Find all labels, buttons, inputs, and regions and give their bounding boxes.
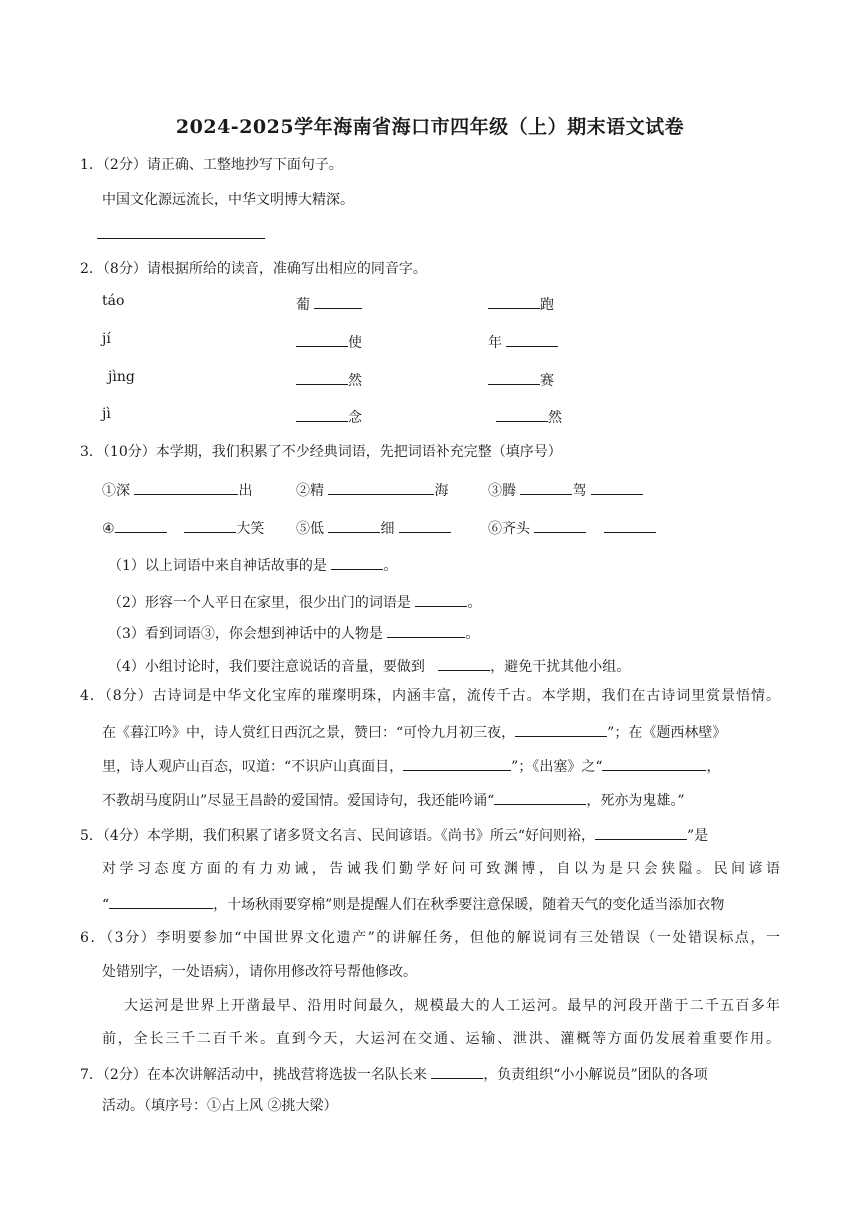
tao-item-a-char: 葡	[296, 297, 315, 313]
idiom-5-mid: 细	[380, 521, 395, 537]
idiom-3-blank-a[interactable]	[520, 479, 572, 495]
question-4-line-4	[102, 789, 685, 810]
ji4-blank-b[interactable]	[496, 406, 548, 422]
question-4-line-2	[102, 721, 726, 742]
q7-l1-text-b: ，负责组织“小小解说员”团队的各项	[483, 1067, 708, 1083]
q3-sub-3-dot: 。	[465, 626, 480, 642]
ji2-item-b-char: 年	[488, 335, 507, 351]
idiom-5-char: ⑤低	[296, 521, 324, 537]
q3-sub-2-dot: 。	[467, 595, 482, 611]
q3-subquestion-3	[108, 622, 479, 643]
tao-item-b-char: 跑	[540, 297, 554, 313]
idiom-5-blank-a[interactable]	[328, 517, 380, 533]
tao-blank-a[interactable]	[314, 293, 362, 309]
q4-l2-text-b: ”；在《题西林壁》	[607, 725, 727, 741]
idiom-1	[102, 479, 252, 500]
question-5-line-3	[102, 893, 724, 914]
question-1-sentence: 中国文化源远流长，中华文明博大精深。	[102, 192, 354, 208]
page-title: 2024-2025学年海南省海口市四年级（上）期末语文试卷	[175, 116, 685, 138]
ji4-blank-a[interactable]	[296, 406, 348, 422]
ji2-item-a	[296, 331, 362, 352]
jing-blank-a[interactable]	[296, 369, 348, 385]
jing-item-a	[296, 369, 362, 390]
q4-blank-1[interactable]	[515, 721, 607, 737]
q4-l3-text-c: ，	[706, 759, 721, 775]
idiom-1-blank[interactable]	[134, 479, 238, 495]
idiom-6-blank-a[interactable]	[534, 517, 586, 533]
question-1-stem: 1．（2分）请正确、工整地抄写下面句子。	[80, 157, 343, 173]
question-7-line-2: 活动。（填序号：①占上风 ②挑大梁）	[102, 1098, 338, 1114]
ji4-item-b	[496, 406, 562, 427]
q4-l4-text-a: 不教胡马度阴山”尽显王昌龄的爱国情。爱国诗句，我还能吟诵“	[102, 793, 495, 809]
pinyin-tao: táo	[102, 293, 125, 309]
idiom-3-char: ③腾	[488, 483, 516, 499]
idiom-4	[102, 517, 264, 538]
tao-blank-b[interactable]	[488, 293, 540, 309]
question-6-line-2: 处错别字，一处语病），请你用修改符号帮他修改。	[102, 964, 417, 980]
q4-l4-text-b: ，死亦为鬼雄。”	[586, 793, 685, 809]
ji2-blank-a[interactable]	[296, 331, 348, 347]
question-5-line-2: 对学习态度方面的有力劝诫，告诫我们勤学好问可致渊博，自以为是只会狭隘。民间谚语	[102, 861, 780, 877]
q3-sub-4-text: （4）小组讨论时，我们要注意说话的音量，要做到	[108, 659, 425, 675]
idiom-2-char: ②精	[296, 483, 324, 499]
idiom-1-end: 出	[238, 483, 253, 499]
q3-subquestion-1	[108, 554, 397, 575]
ji2-item-b	[488, 331, 558, 352]
question-4-line-3	[102, 755, 720, 776]
idiom-4-end: 大笑	[236, 521, 265, 537]
jing-item-b-char: 赛	[540, 373, 554, 389]
copy-answer-line[interactable]	[97, 238, 265, 239]
q4-blank-3[interactable]	[602, 755, 706, 771]
q3-sub-1-dot: 。	[383, 558, 398, 574]
q3-sub-2-blank[interactable]	[415, 591, 467, 607]
q3-sub-2-text: （2）形容一个人平日在家里，很少出门的词语是	[108, 595, 411, 611]
q4-blank-2[interactable]	[403, 755, 511, 771]
q3-sub-4-end: ，避免干扰其他小组。	[490, 659, 631, 675]
ji2-blank-b[interactable]	[506, 331, 558, 347]
q3-sub-3-text: （3）看到词语③，你会想到神话中的人物是	[108, 626, 383, 642]
pinyin-ji4: jì	[102, 406, 111, 422]
idiom-5-blank-b[interactable]	[399, 517, 451, 533]
q5-blank-1[interactable]	[595, 824, 687, 840]
pinyin-jing: jìng	[108, 369, 135, 385]
jing-item-a-char: 然	[348, 373, 362, 389]
q4-blank-4[interactable]	[494, 789, 586, 805]
q3-sub-1-text: （1）以上词语中来自神话故事的是	[108, 558, 327, 574]
question-2-stem: 2．（8分）请根据所给的读音，准确写出相应的同音字。	[80, 261, 427, 277]
question-3-stem: 3．（10分）本学期，我们积累了不少经典词语，先把词语补充完整（填序号）	[80, 444, 562, 460]
idiom-1-char: ①深	[102, 483, 130, 499]
q7-blank[interactable]	[431, 1063, 483, 1079]
ji4-item-b-char: 然	[548, 410, 562, 426]
ji2-item-a-char: 使	[348, 335, 362, 351]
q7-l1-text-a: 7．（2分）在本次讲解活动中，挑战营将选拔一名队长来	[80, 1067, 427, 1083]
q5-blank-2[interactable]	[109, 893, 213, 909]
idiom-2-end: 海	[434, 483, 449, 499]
jing-item-b	[488, 369, 554, 390]
idiom-3	[488, 479, 643, 500]
q3-sub-4-blank[interactable]	[438, 655, 490, 671]
idiom-6-char: ⑥齐头	[488, 521, 530, 537]
jing-blank-b[interactable]	[488, 369, 540, 385]
idiom-3-mid: 驾	[572, 483, 587, 499]
passage-line-2: 前，全长三千二百千米。直到今天，大运河在交通、运输、泄洪、灌概等方面仍发展着重要作用。	[102, 1031, 780, 1047]
q4-l2-text-a: 在《暮江吟》中，诗人赏红日西沉之景，赞曰：“可怜九月初三夜，	[102, 725, 516, 741]
idiom-4-blank-a[interactable]	[115, 517, 167, 533]
idiom-2-blank[interactable]	[328, 479, 434, 495]
q5-l1-text-b: ”是	[686, 828, 709, 844]
q4-l3-text-b: ”；《出塞》之“	[511, 759, 603, 775]
pinyin-ji2: jí	[102, 331, 111, 347]
passage-line-1: 大运河是世界上开凿最早、沿用时间最久，规模最大的人工运河。最早的河段开凿于二千五百多年	[124, 998, 780, 1014]
idiom-6-blank-b[interactable]	[604, 517, 656, 533]
idiom-6	[488, 517, 656, 538]
ji4-item-a-char: 念	[348, 410, 362, 426]
question-5-line-1	[80, 824, 708, 845]
q3-subquestion-4	[108, 655, 630, 676]
tao-item-a	[296, 293, 362, 314]
ji4-item-a	[296, 406, 362, 427]
idiom-4-blank-b[interactable]	[184, 517, 236, 533]
q4-l3-text-a: 里，诗人观庐山百态，叹道：“不识庐山真面目，	[102, 759, 404, 775]
q3-sub-3-blank[interactable]	[387, 622, 465, 638]
question-4-line-1: 4．（8分）古诗词是中华文化宝库的璀璨明珠，内涵丰富，流传千古。本学期，我们在古诗词里赏景悟情。	[80, 688, 780, 704]
question-6-line-1: 6．（3分）李明要参加“中国世界文化遗产”的讲解任务，但他的解说词有三处错误（一处错误标点，一	[80, 930, 780, 946]
tao-item-b	[488, 293, 554, 314]
idiom-5	[296, 517, 451, 538]
idiom-2	[296, 479, 448, 500]
q5-l3-text-b: ，十场秋雨要穿棉”则是提醒人们在秋季要注意保暖，随着天气的变化适当添加衣物	[213, 897, 725, 913]
q3-subquestion-2	[108, 591, 481, 612]
q3-sub-1-blank[interactable]	[331, 554, 383, 570]
idiom-4-char: ④	[102, 521, 115, 537]
q5-l3-text-a: “	[102, 897, 110, 913]
q5-l1-text-a: 5．（4分）本学期，我们积累了诸多贤文名言、民间谚语。《尚书》所云“好问则裕，	[80, 828, 595, 844]
question-7-line-1	[80, 1063, 708, 1084]
idiom-3-blank-b[interactable]	[591, 479, 643, 495]
